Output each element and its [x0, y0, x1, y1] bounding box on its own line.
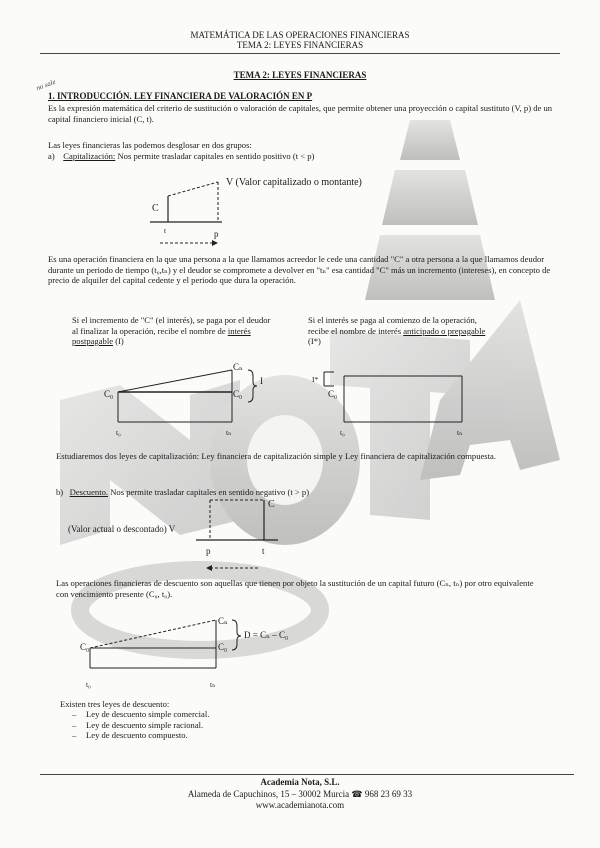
discount-paragraph: Las operaciones financieras de descuento son aquellas que tienen por objeto la sustitución de un capital futuro (Cₙ, tₙ) por otro equivalente con vencimiento presente (C₀, t₀). [56, 578, 534, 599]
d4-c-label: C [268, 499, 275, 510]
d5-c0-right: C₀ [218, 642, 228, 652]
footer-web: www.academianota.com [255, 800, 345, 810]
discount-laws-list [72, 709, 209, 741]
topic-title: TEMA 2: LEYES FINANCIERAS [233, 70, 367, 80]
discount-laws-intro: Existen tres leyes de descuento: [60, 699, 170, 709]
study-paragraph: Estudiaremos dos leyes de capitalización: Ley financiera de capitalización simple y Ley financiera de capitalización compuesta. [56, 451, 496, 461]
capitalization-paragraph: Es una operación financiera en la que una persona a la que llamamos acreedor le cede una cantidad "C" a otra persona a la que llamamos deudor durante un periodo de tiempo (t₀,tₙ) y el deudor se compromete a devolver en "tₙ" esa cantidad "C" más un incremento (intereses), en concepto de precio de alquiler del capital cedente y el periodo que dura la operación. [48, 254, 551, 285]
d3-t0: t₀ [340, 428, 345, 437]
groups-text: Las leyes financieras las podemos desglosar en dos grupos: [48, 140, 252, 150]
d3-istar: I* [312, 375, 319, 384]
section1-title: 1. INTRODUCCIÓN. LEY FINANCIERA DE VALORACIÓN EN P [48, 91, 313, 101]
disc-prefix: b) [56, 487, 64, 497]
list-item: – Ley de descuento simple racional. [72, 720, 209, 731]
col-left-end: (I) [113, 336, 124, 346]
d5-tn: tₙ [210, 680, 216, 689]
d2-cn: Cₙ [233, 362, 243, 372]
footer-address: Alameda de Capuchinos, 15 – 30002 Murcia ☎ 968 23 69 33 [187, 789, 413, 799]
d1-t-label: t [164, 226, 167, 235]
d4-p-label: p [206, 546, 211, 556]
d2-c0-left: C₀ [104, 389, 114, 399]
d3-c0: C₀ [328, 389, 338, 399]
d1-p-label: p [214, 229, 219, 239]
disc-text: Nos permite trasladar capitales en sentido negativo (t > p) [108, 487, 310, 497]
d2-t0: t₀ [116, 428, 121, 437]
col-left-term: interés postpagable [72, 325, 251, 346]
d1-v-label: V (Valor capitalizado o montante) [226, 177, 362, 188]
col-left-body: Si el incremento de "C" (el interés), se paga por el deudor al finalizar la operación, recibe el nombre de [72, 315, 271, 336]
d5-cn: Cₙ [218, 616, 228, 626]
col-right-term: anticipado o prepagable [403, 325, 486, 336]
header-line-1: MATEMÁTICA DE LAS OPERACIONES FINANCIERAS [190, 30, 410, 40]
d2-tn: tₙ [226, 428, 232, 437]
cap-term: Capitalización: [63, 151, 116, 161]
list-item: – Ley de descuento simple comercial. [72, 709, 209, 720]
d4-t-label: t [262, 546, 265, 556]
list-item: – Ley de descuento compuesto. [72, 730, 209, 741]
d2-c0-right: C₀ [233, 389, 243, 399]
footer-rule [40, 774, 574, 775]
d3-tn: tₙ [457, 428, 463, 437]
d4-v-label: (Valor actual o descontado) V [68, 524, 176, 534]
handwritten-note: no sale [35, 77, 57, 93]
cap-text: Nos permite trasladar capitales en sentido positivo (t < p) [115, 151, 315, 161]
disc-term: Descuento. [69, 487, 109, 497]
d5-t0: t₀ [86, 680, 91, 689]
section1-intro: Es la expresión matemática del criterio de sustitución o valoración de capitales, que permite obtener una proyección o capital sustituto (V, p) de un capital financiero inicial (C, t). [48, 103, 553, 124]
col-right-body: Si el interés se paga al comienzo de la operación, recibe el nombre de interés [308, 315, 477, 336]
d5-c0-left: C₀ [80, 642, 90, 652]
cap-prefix: a) [48, 151, 55, 161]
d5-formula: D = Cₙ – C₀ [244, 630, 289, 640]
d2-i: I [260, 376, 263, 386]
header-line-2: TEMA 2: LEYES FINANCIERAS [236, 40, 364, 50]
col-right-end: (I*) [308, 336, 321, 346]
d1-c-label: C [152, 203, 159, 214]
footer-name: Academia Nota, S.L. [260, 777, 340, 787]
